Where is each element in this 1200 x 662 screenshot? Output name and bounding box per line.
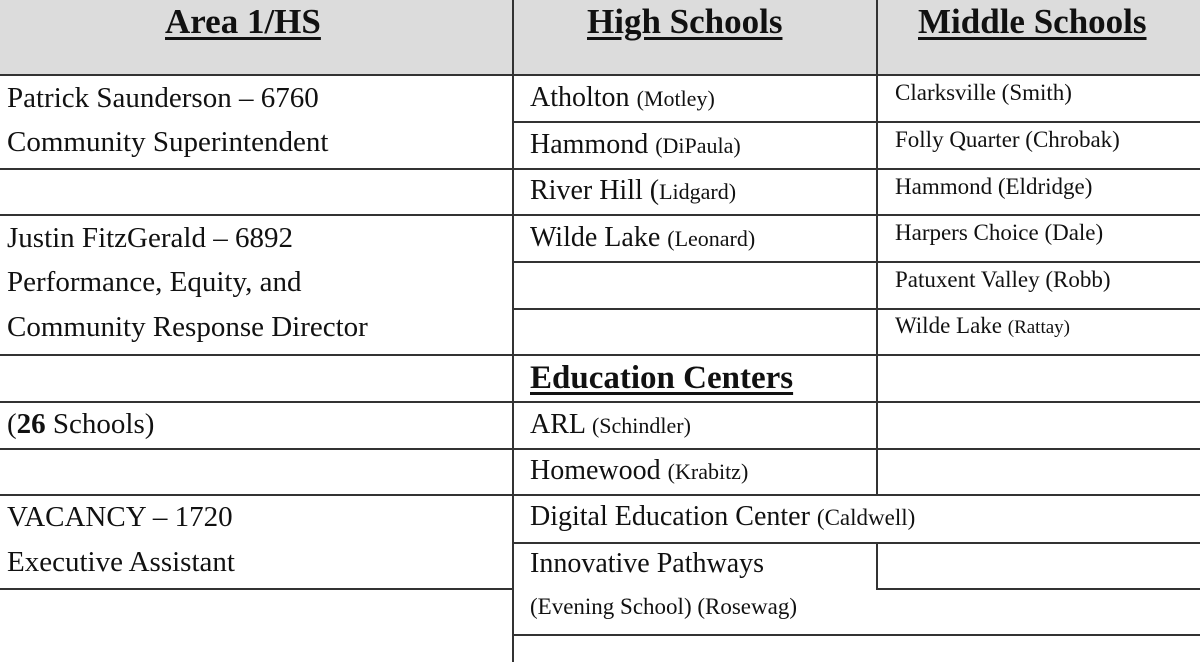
middle-school-patuxent-valley: Patuxent Valley (Robb) (895, 267, 1111, 292)
middle-school-hammond: Hammond (Eldridge) (895, 174, 1093, 199)
high-school-wilde-lake: Wilde Lake (Leonard) (530, 222, 756, 253)
row-divider (876, 401, 1200, 403)
high-school-hammond: Hammond (DiPaula) (530, 129, 741, 160)
row-divider (512, 494, 1200, 496)
superintendent-name: Patrick Saunderson – 6760 (7, 82, 319, 114)
director-title-line-2: Community Response Director (7, 311, 368, 343)
row-divider (876, 261, 1200, 263)
column-divider-2-lower (876, 542, 878, 588)
middle-school-wilde-lake: Wilde Lake (Rattay) (895, 313, 1071, 338)
column-divider-2-upper (876, 0, 878, 494)
row-divider (0, 354, 512, 356)
row-divider (512, 308, 878, 310)
education-centers-heading: Education Centers (530, 360, 794, 396)
column-divider-1 (512, 0, 514, 662)
row-divider (876, 354, 1200, 356)
row-divider (0, 401, 512, 403)
middle-school-harpers-choice: Harpers Choice (Dale) (895, 220, 1104, 245)
row-divider (512, 214, 878, 216)
header-area: Area 1/HS (165, 2, 321, 41)
row-divider (876, 448, 1200, 450)
row-divider (512, 401, 878, 403)
row-divider (876, 121, 1200, 123)
row-divider (0, 168, 512, 170)
row-divider (512, 121, 878, 123)
middle-school-clarksville: Clarksville (Smith) (895, 80, 1072, 105)
header-high-schools: High Schools (587, 2, 783, 41)
education-center-digital: Digital Education Center (Caldwell) (530, 501, 916, 532)
high-school-atholton: Atholton (Motley) (530, 82, 715, 113)
row-divider (0, 588, 512, 590)
school-count-number: 26 (16, 408, 46, 440)
row-divider (512, 634, 1200, 636)
row-divider (512, 542, 1200, 544)
row-divider (0, 214, 512, 216)
header-middle-schools: Middle Schools (918, 2, 1147, 41)
middle-school-folly-quarter: Folly Quarter (Chrobak) (895, 127, 1120, 152)
education-center-innovative-pathways: Innovative Pathways (530, 548, 765, 579)
row-divider (876, 308, 1200, 310)
row-divider (876, 588, 1200, 590)
row-divider (0, 494, 512, 496)
row-divider (0, 448, 512, 450)
row-divider (512, 448, 878, 450)
education-center-arl: ARL (Schindler) (530, 409, 691, 440)
vacancy-title: Executive Assistant (7, 546, 235, 578)
education-center-innovative-pathways-detail: (Evening School) (Rosewag) (530, 594, 797, 619)
education-center-homewood: Homewood (Krabitz) (530, 455, 749, 486)
director-title-line-1: Performance, Equity, and (7, 266, 302, 298)
director-name: Justin FitzGerald – 6892 (7, 222, 293, 254)
row-divider (876, 168, 1200, 170)
school-count: (26 Schools) (7, 408, 155, 440)
row-divider (512, 354, 878, 356)
row-divider (512, 168, 878, 170)
row-divider (876, 214, 1200, 216)
vacancy-line: VACANCY – 1720 (7, 501, 233, 533)
high-school-river-hill: River Hill (Lidgard) (530, 175, 737, 206)
superintendent-title: Community Superintendent (7, 126, 329, 158)
row-divider (512, 261, 878, 263)
